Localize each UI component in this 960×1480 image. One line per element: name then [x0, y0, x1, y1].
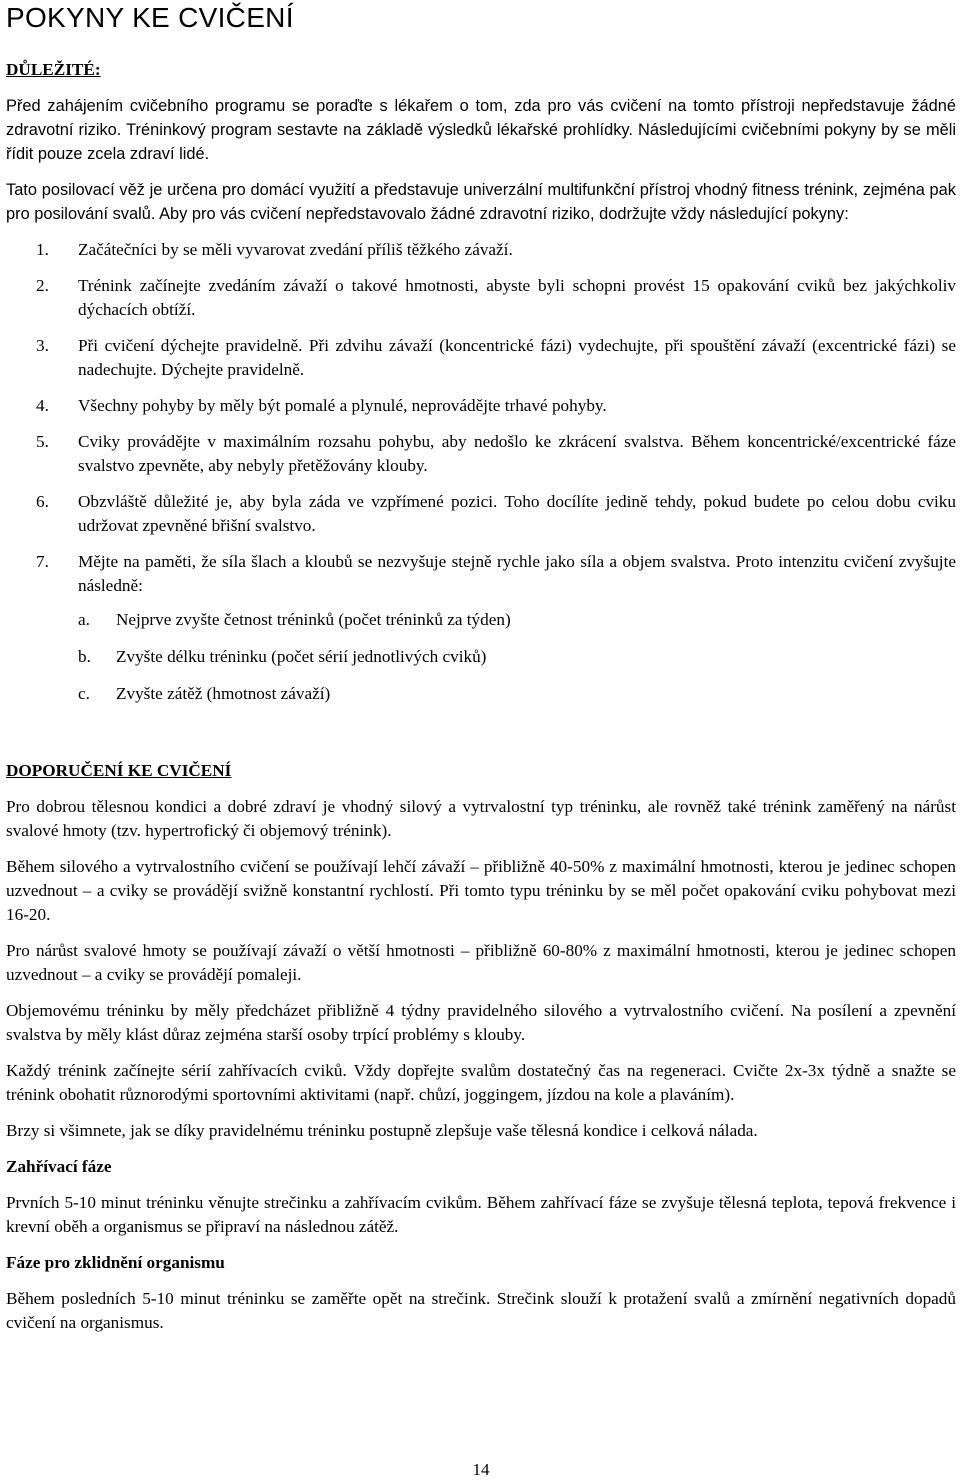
recommendation-paragraph: Pro dobrou tělesnou kondici a dobré zdraví je vhodný silový a vytrvalostní typ tréninku, ale rovněž také trénink zaměřený na nárůst svalové hmoty (tzv. hypertrofický či objemový trénink).	[6, 797, 956, 840]
sub-list-item-letter: b.	[78, 647, 91, 666]
list-item	[6, 550, 956, 706]
sub-list-item-letter: c.	[78, 684, 90, 703]
page-number: 14	[472, 1460, 490, 1479]
list-item-number: 3.	[36, 336, 49, 355]
list-item-number: 6.	[36, 492, 49, 511]
sub-list-item	[6, 608, 956, 632]
warmup-paragraph: Prvních 5-10 minut tréninku věnujte strečinku a zahřívacím cvikům. Během zahřívací fáze se zvyšuje tělesná teplota, tepová frekvence i krevní oběh a organismus se připraví na následnou zátěž.	[6, 1193, 956, 1236]
list-item-text: Při cvičení dýchejte pravidelně. Při zdvihu závaží (koncentrické fázi) vydechujte, při spouštění závaží (excentrické fázi) se nadechujte. Dýchejte pravidelně.	[78, 336, 956, 379]
list-item-text: Začátečníci by se měli vyvarovat zvedání příliš těžkého závaží.	[78, 240, 513, 259]
sub-list-item	[6, 645, 956, 669]
important-paragraph-2: Tato posilovací věž je určena pro domácí využití a představuje univerzální multifunkční přístroj vhodný fitness trénink, zejména pak pro posilování svalů. Aby pro vás cvičení nepředstavovalo žádné zdravotní riziko, dodržujte vždy následující pokyny:	[6, 181, 956, 223]
page-title: POKYNY KE CVIČENÍ	[6, 2, 294, 33]
cooldown-paragraph: Během posledních 5-10 minut tréninku se zaměřte opět na strečink. Strečink slouží k protažení svalů a zmírnění negativních dopadů cvičení na organismus.	[6, 1289, 956, 1332]
list-item-number: 7.	[36, 552, 49, 571]
recommendation-paragraph: Brzy si všimnete, jak se díky pravidelnému tréninku postupně zlepšuje vaše tělesná kondice i celková nálada.	[6, 1121, 758, 1140]
sub-list-item-text: Nejprve zvyšte četnost tréninků (počet tréninků za týden)	[116, 610, 511, 629]
instructions-list	[6, 238, 956, 706]
list-item	[6, 394, 956, 418]
cooldown-heading: Fáze pro zklidnění organismu	[6, 1253, 225, 1272]
list-item-text: Obzvláště důležité je, aby byla záda ve vzpřímené pozici. Toho docílíte jedině tehdy, pokud budete po celou dobu cviku udržovat zpevněné břišní svalstvo.	[78, 492, 956, 535]
sub-list-item	[6, 682, 956, 706]
recommendations-heading: DOPORUČENÍ KE CVIČENÍ	[6, 761, 232, 780]
recommendation-paragraph: Každý trénink začínejte sérií zahřívacích cviků. Vždy dopřejte svalům dostatečný čas na regeneraci. Cvičte 2x-3x týdně a snažte se trénink obohatit různorodými sportovními aktivitami (např. chůzí, joggingem, jízdou na kole a plaváním).	[6, 1061, 956, 1104]
list-item	[6, 238, 956, 262]
list-item-text: Všechny pohyby by měly být pomalé a plynulé, neprovádějte trhavé pohyby.	[78, 396, 607, 415]
list-item	[6, 274, 956, 322]
list-item	[6, 334, 956, 382]
recommendation-paragraph: Pro nárůst svalové hmoty se používají závaží o větší hmotnosti – přibližně 60-80% z maximální hmotnosti, kterou je jedinec schopen uzvednout – a cviky se provádějí pomaleji.	[6, 941, 956, 984]
list-item-text: Trénink začínejte zvedáním závaží o takové hmotnosti, abyste byli schopni provést 15 opakování cviků bez jakýchkoliv dýchacích obtíží.	[78, 276, 956, 319]
list-item-text: Mějte na paměti, že síla šlach a kloubů se nezvyšuje stejně rychle jako síla a objem svalstva. Proto intenzitu cvičení zvyšujte následně:	[78, 552, 956, 595]
list-item	[6, 490, 956, 538]
list-item-number: 2.	[36, 276, 49, 295]
list-item	[6, 430, 956, 478]
important-paragraph-1: Před zahájením cvičebního programu se poraďte s lékařem o tom, zda pro vás cvičení na tomto přístroji nepředstavuje žádné zdravotní riziko. Tréninkový program sestavte na základě výsledků lékařské prohlídky. Následujícími cvičebními pokyny by se měli řídit pouze zcela zdraví lidé.	[6, 97, 956, 163]
sub-list-item-text: Zvyšte zátěž (hmotnost závaží)	[116, 684, 331, 703]
document-content	[6, 58, 956, 1347]
list-item-number: 4.	[36, 396, 49, 415]
warmup-heading: Zahřívací fáze	[6, 1157, 112, 1176]
recommendation-paragraph: Objemovému tréninku by měly předcházet přibližně 4 týdny pravidelného silového a vytrvalostního cvičení. Na posílení a zpevnění svalstva by měly klást důraz zejména starší osoby trpící problémy s klouby.	[6, 1001, 956, 1044]
list-item-number: 1.	[36, 240, 49, 259]
important-heading: DŮLEŽITÉ:	[6, 60, 101, 79]
list-item-number: 5.	[36, 432, 49, 451]
sub-list	[6, 608, 956, 706]
list-item-text: Cviky provádějte v maximálním rozsahu pohybu, aby nedošlo ke zkrácení svalstva. Během koncentrické/excentrické fáze svalstvo zpevněte, aby nebyly přetěžovány klouby.	[78, 432, 956, 475]
sub-list-item-letter: a.	[78, 610, 90, 629]
sub-list-item-text: Zvyšte délku tréninku (počet sérií jednotlivých cviků)	[116, 647, 487, 666]
recommendation-paragraph: Během silového a vytrvalostního cvičení se používají lehčí závaží – přibližně 40-50% z maximální hmotnosti, kterou je jedinec schopen uzvednout – a cviky se provádějí svižně konstantní rychlostí. Při tomto typu tréninku by se měl počet opakování cviku pohybovat mezi 16-20.	[6, 857, 956, 924]
